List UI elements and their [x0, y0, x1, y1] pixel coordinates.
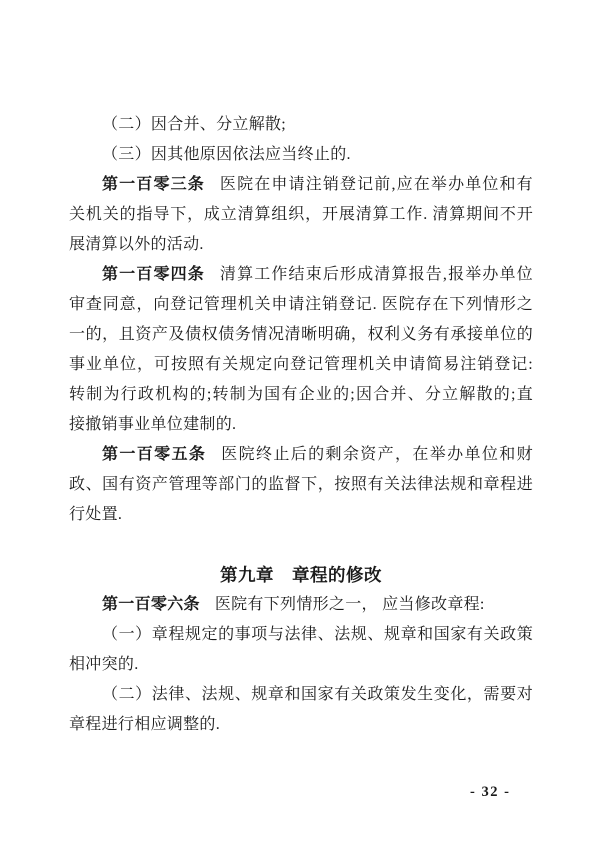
text-line: 相冲突的.: [69, 656, 139, 673]
text-line: （三）因其他原因依法应当终止的.: [102, 146, 351, 163]
article-text: 医院在申请注销登记前,应在举办单位和有: [219, 176, 533, 193]
article-text: 医院终止后的剩余资产，在举办单位和财: [221, 446, 533, 463]
text-line: （一）章程规定的事项与法律、法规、规章和国家有关政策: [102, 626, 533, 643]
article-number-line: [69, 170, 533, 200]
article-text: 清算工作结束后形成清算报告,报举办单位: [219, 266, 533, 283]
blank-line: [69, 530, 533, 560]
article-text: 医院有下列情形之一， 应当修改章程:: [214, 596, 485, 613]
text-line: 政、国有资产管理等部门的监督下，按照有关法律法规和章程进: [69, 476, 533, 493]
text-line: 审查同意，向登记管理机关申请注销登记. 医院存在下列情形之: [69, 296, 533, 313]
article-number: 第一百零四条: [102, 266, 205, 283]
article-number: 第一百零三条: [102, 176, 205, 193]
article-number: 第一百零五条: [102, 446, 207, 463]
text-line: （二）法律、法规、规章和国家有关政策发生变化，需要对: [102, 686, 533, 703]
text-line: 展清算以外的活动.: [69, 236, 204, 253]
text-line: 行处置.: [69, 506, 123, 523]
page-number: - 32 -: [470, 784, 511, 800]
page-text-content: [69, 110, 533, 740]
article-number: 第一百零六条: [102, 596, 200, 613]
article-number-line: [69, 260, 533, 290]
text-line: 事业单位，可按照有关规定向登记管理机关申请简易注销登记:: [69, 356, 533, 373]
article-number-line: [69, 590, 533, 620]
article-number-line: [69, 440, 533, 470]
text-line: （二）因合并、分立解散;: [102, 116, 287, 133]
text-line: 章程进行相应调整的.: [69, 716, 221, 733]
text-line: 一的，且资产及债权债务情况清晰明确，权利义务有承接单位的: [69, 326, 533, 343]
chapter-heading: 第九章 章程的修改: [220, 565, 382, 585]
text-line: 接撤销事业单位建制的.: [69, 416, 237, 433]
text-line: 转制为行政机构的;转制为国有企业的;因合并、分立解散的;直: [69, 386, 533, 403]
text-line: 关机关的指导下，成立清算组织，开展清算工作. 清算期间不开: [69, 206, 533, 223]
